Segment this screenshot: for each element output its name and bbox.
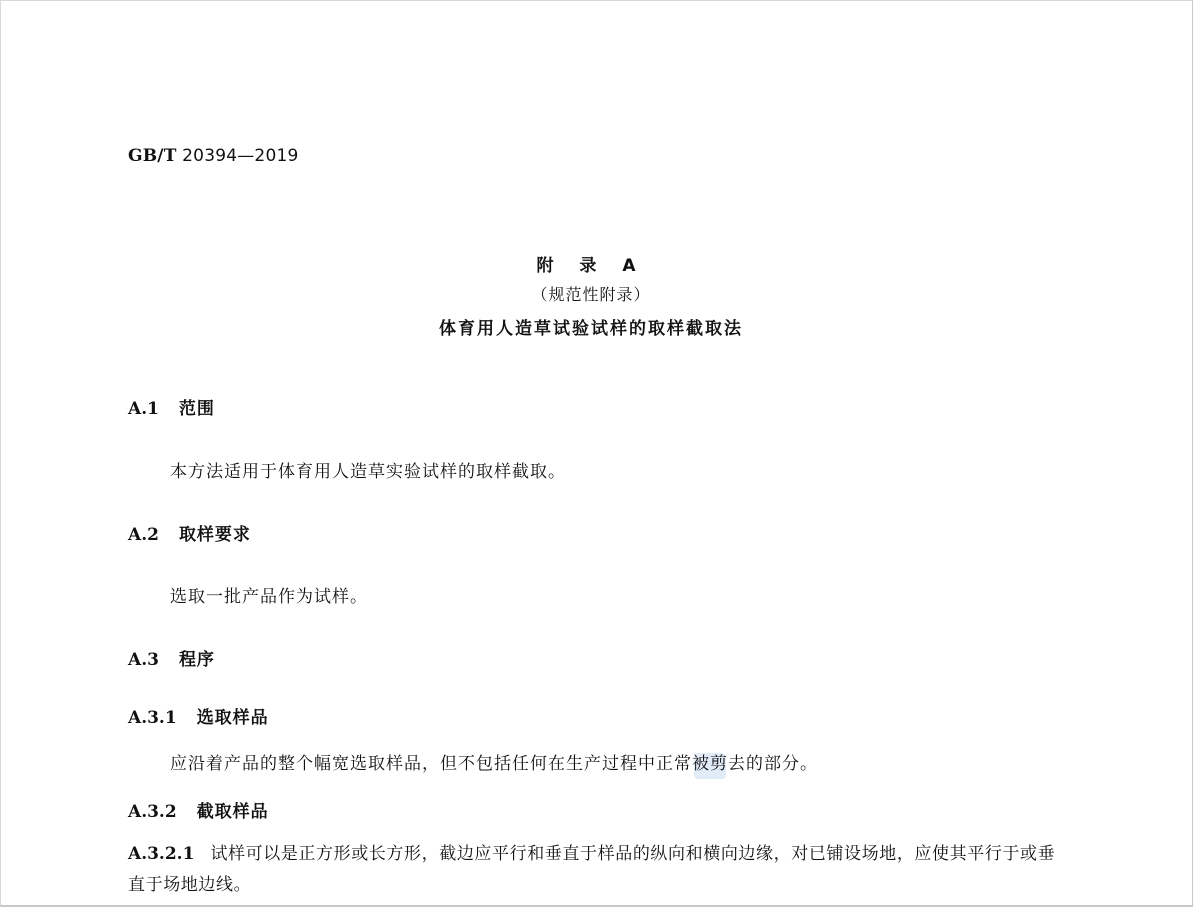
section-a31-title: 选取样品 [196, 708, 269, 728]
section-a321-text: 试样可以是正方形或长方形，截边应平行和垂直于样品的纵向和横向边缘，对已铺设场地，应使其平行于或垂直于场地边线。 [128, 844, 1056, 895]
section-a3-title: 程序 [178, 650, 215, 670]
section-a32-title: 截取样品 [196, 802, 269, 822]
section-a1-text: 本方法适用于体育用人造草实验试样的取样截取。 [170, 462, 566, 482]
section-a321-paragraph [128, 839, 1068, 901]
annex-title: 附 录 A [536, 256, 646, 276]
section-a32-heading [128, 797, 269, 822]
section-a321-number: A.3.2.1 [128, 844, 195, 864]
section-a3-number: A.3 [128, 650, 159, 670]
standard-code [128, 146, 299, 166]
annex-type: （规范性附录） [531, 285, 651, 304]
section-a2-title: 取样要求 [178, 525, 251, 545]
section-a3-heading [128, 645, 215, 670]
section-a1-heading [128, 394, 215, 419]
section-a1-number: A.1 [128, 399, 159, 419]
annex-name: 体育用人造草试验试样的取样截取法 [439, 319, 743, 339]
section-a2-text: 选取一批产品作为试样。 [170, 587, 368, 607]
section-a31-heading [128, 703, 269, 728]
standard-prefix: GB/T [128, 146, 177, 166]
section-a2-number: A.2 [128, 525, 159, 545]
section-a1-title: 范围 [178, 399, 215, 419]
section-a32-number: A.3.2 [128, 802, 177, 822]
section-a31-text: 应沿着产品的整个幅宽选取样品，但不包括任何在生产过程中正常被剪去的部分。 [170, 754, 818, 774]
section-a31-number: A.3.1 [128, 708, 177, 728]
section-a2-heading [128, 520, 251, 545]
standard-number: 20394—2019 [182, 146, 299, 166]
